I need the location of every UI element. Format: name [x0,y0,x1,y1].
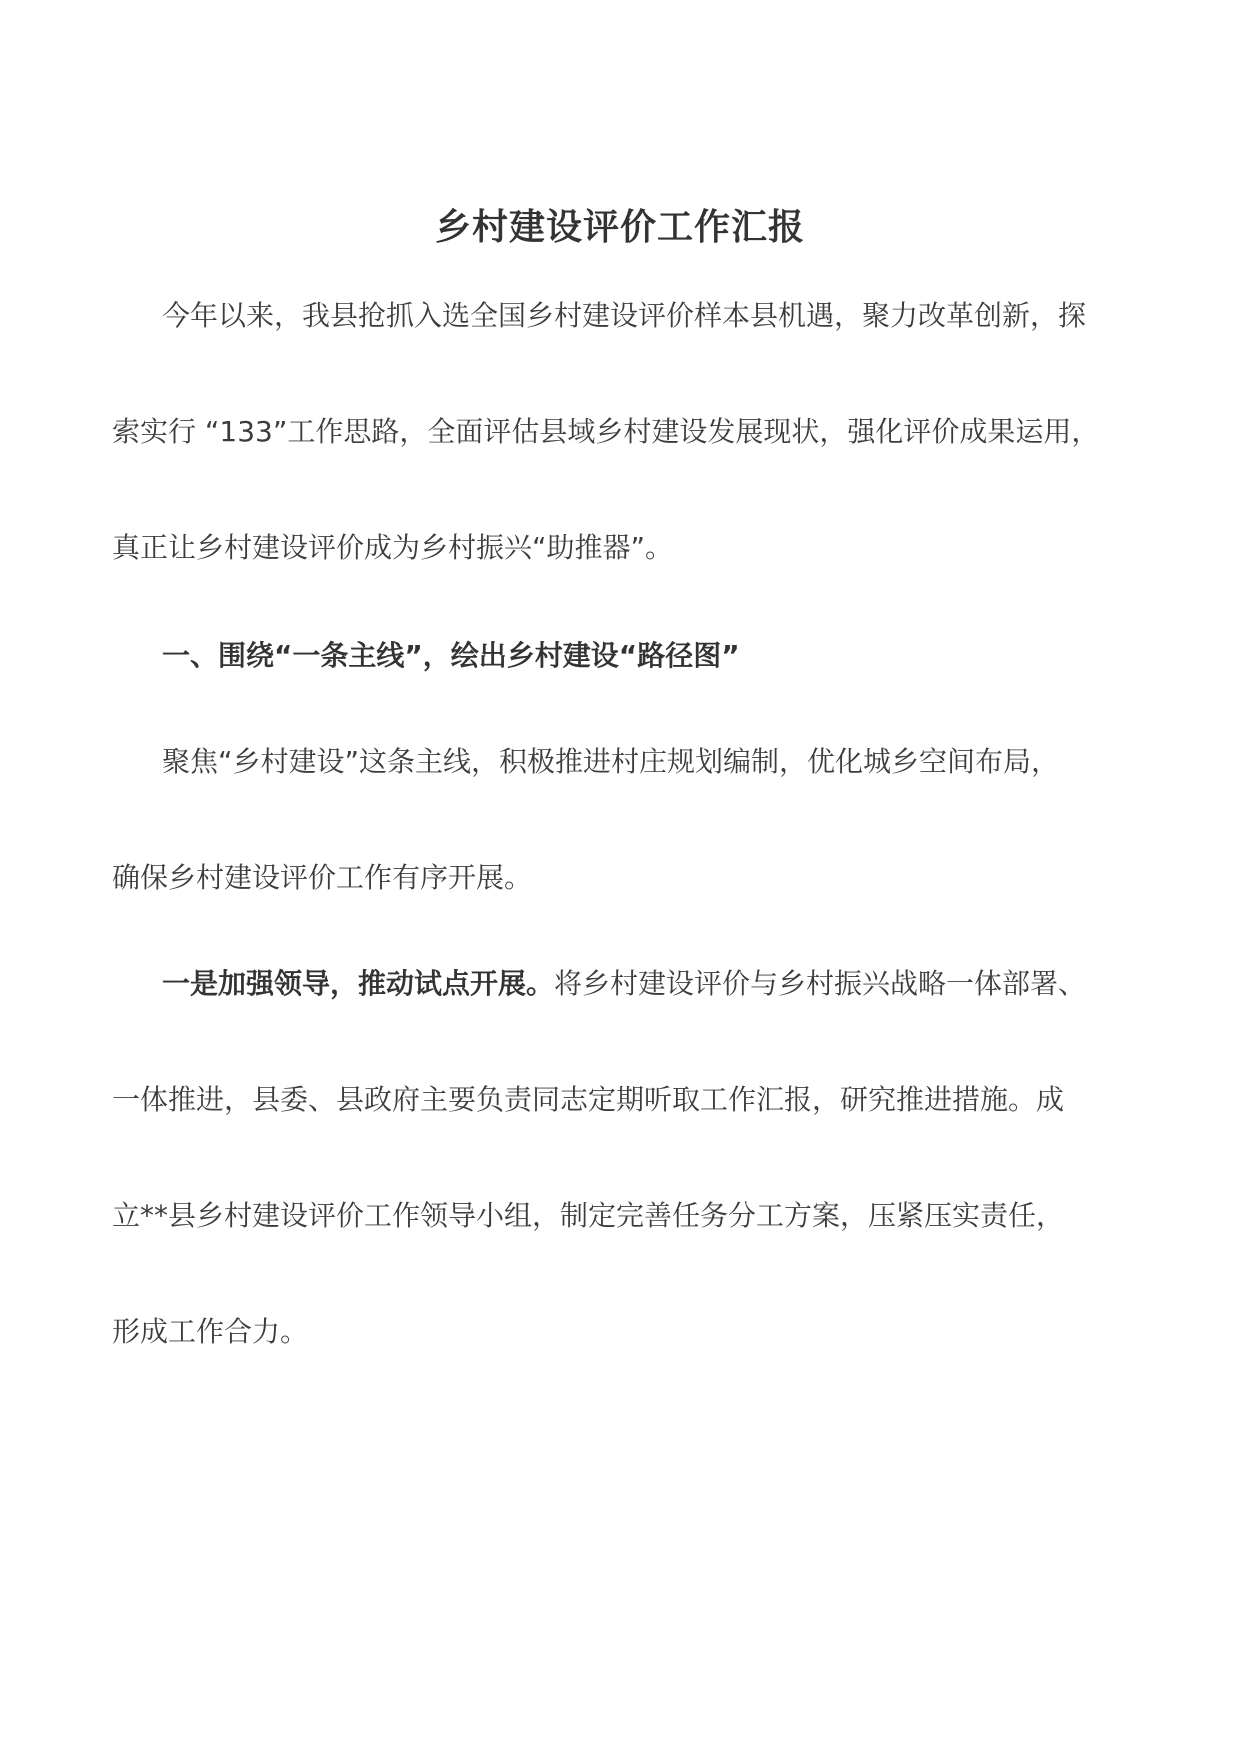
section-heading: 一、围绕“一条主线”，绘出乡村建设“路径图” [162,639,740,672]
document-title: 乡村建设评价工作汇报 [434,207,805,248]
paragraph-text: 将乡村建设评价与乡村振兴战略一体部署、 [554,967,1087,1000]
paragraph-line [162,962,1212,1006]
paragraph-line: 形成工作合力。 [112,1315,309,1348]
paragraph-line: 索实行 “133”工作思路，全面评估县域乡村建设发展现状，强化评价成果运用， [112,415,1100,448]
paragraph-line: 真正让乡村建设评价成为乡村振兴“助推器”。 [112,531,674,564]
paragraph-line: 聚焦“乡村建设”这条主线，积极推进村庄规划编制，优化城乡空间布局， [162,745,1060,778]
paragraph-line: 立**县乡村建设评价工作领导小组，制定完善任务分工方案，压紧压实责任， [112,1199,1065,1232]
paragraph-line: 今年以来，我县抢抓入选全国乡村建设评价样本县机遇，聚力改革创新，探 [162,299,1087,332]
paragraph-line: 一体推进，县委、县政府主要负责同志定期听取工作汇报，研究推进措施。成 [112,1083,1065,1116]
paragraph-lead-bold: 一是加强领导，推动试点开展。 [162,967,555,1000]
paragraph-line: 确保乡村建设评价工作有序开展。 [112,861,533,894]
